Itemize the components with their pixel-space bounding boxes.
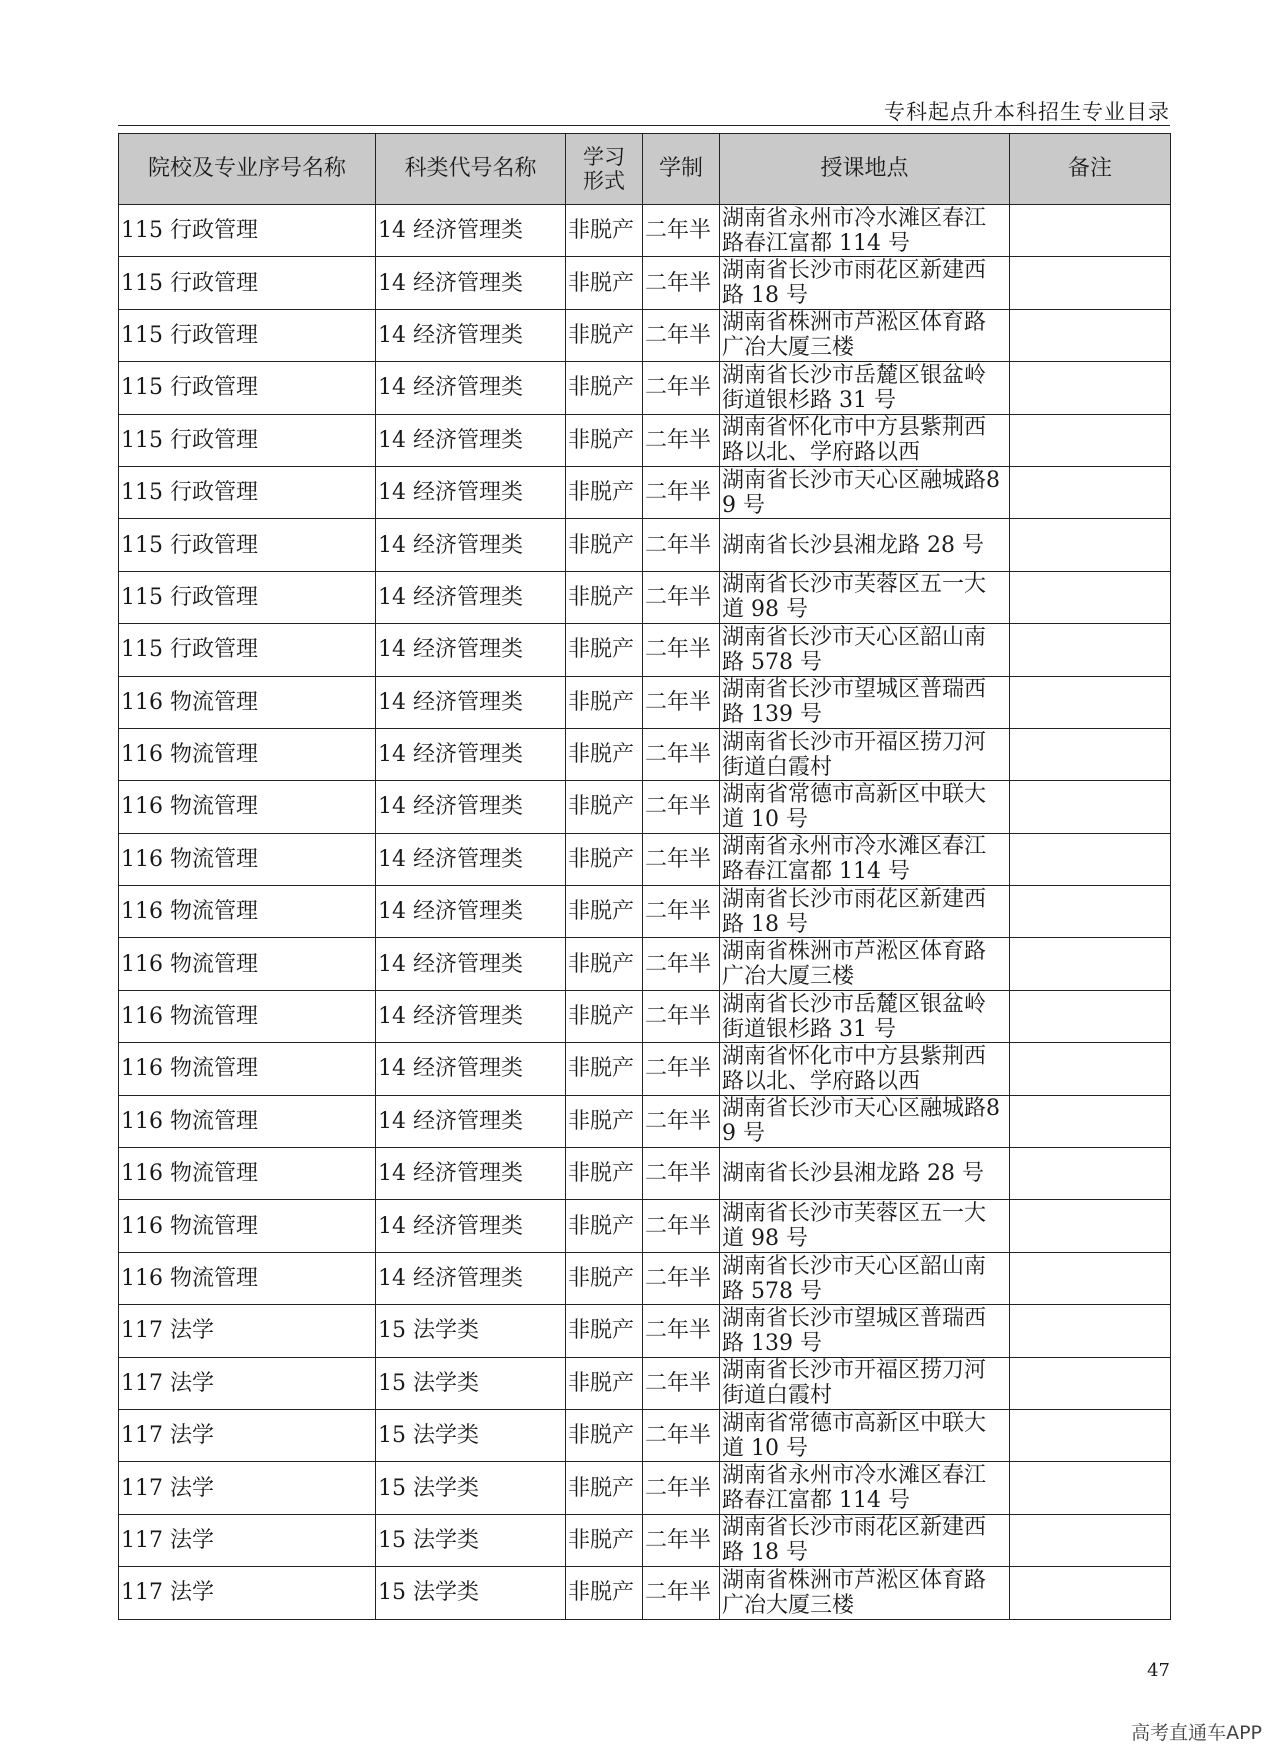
location-cell: 湖南省长沙市望城区普瑞西路 139 号 <box>720 1305 1010 1357</box>
category-cell: 15 法学类 <box>376 1514 566 1566</box>
location-cell: 湖南省长沙县湘龙路 28 号 <box>720 1148 1010 1200</box>
duration-cell: 二年半 <box>643 1148 720 1200</box>
study-mode-cell: 非脱产 <box>566 728 643 780</box>
location-cell: 湖南省长沙市天心区融城路89 号 <box>720 466 1010 518</box>
table-row <box>119 990 1171 1042</box>
location-cell: 湖南省长沙市望城区普瑞西路 139 号 <box>720 676 1010 728</box>
table-row <box>119 466 1171 518</box>
remarks-cell <box>1010 938 1171 990</box>
remarks-cell <box>1010 1357 1171 1409</box>
category-cell: 14 经济管理类 <box>376 519 566 571</box>
location-cell: 湖南省怀化市中方县紫荆西路以北、学府路以西 <box>720 1043 1010 1095</box>
location-cell: 湖南省永州市冷水滩区春江路春江富都 114 号 <box>720 205 1010 257</box>
table-row <box>119 1409 1171 1461</box>
major-cell: 115 行政管理 <box>119 624 376 676</box>
remarks-cell <box>1010 781 1171 833</box>
location-cell: 湖南省株洲市芦淞区体育路广冶大厦三楼 <box>720 938 1010 990</box>
remarks-cell <box>1010 1200 1171 1252</box>
duration-cell: 二年半 <box>643 1514 720 1566</box>
duration-cell: 二年半 <box>643 728 720 780</box>
duration-cell: 二年半 <box>643 519 720 571</box>
duration-cell: 二年半 <box>643 1462 720 1514</box>
remarks-cell <box>1010 571 1171 623</box>
location-cell: 湖南省长沙市开福区捞刀河街道白霞村 <box>720 728 1010 780</box>
table-header-row <box>119 134 1171 205</box>
location-cell: 湖南省长沙市雨花区新建西路 18 号 <box>720 886 1010 938</box>
study-mode-cell: 非脱产 <box>566 886 643 938</box>
category-cell: 14 经济管理类 <box>376 728 566 780</box>
duration-cell: 二年半 <box>643 1252 720 1304</box>
duration-cell: 二年半 <box>643 624 720 676</box>
study-mode-cell: 非脱产 <box>566 205 643 257</box>
study-mode-cell: 非脱产 <box>566 1305 643 1357</box>
category-cell: 14 经济管理类 <box>376 362 566 414</box>
study-mode-cell: 非脱产 <box>566 1567 643 1619</box>
remarks-cell <box>1010 1462 1171 1514</box>
category-cell: 14 经济管理类 <box>376 466 566 518</box>
category-cell: 14 经济管理类 <box>376 257 566 309</box>
major-cell: 116 物流管理 <box>119 886 376 938</box>
study-mode-cell: 非脱产 <box>566 1095 643 1147</box>
category-cell: 14 经济管理类 <box>376 1148 566 1200</box>
major-catalog-table <box>118 133 1171 1620</box>
table-row <box>119 1514 1171 1566</box>
table-row <box>119 257 1171 309</box>
remarks-cell <box>1010 519 1171 571</box>
duration-cell: 二年半 <box>643 938 720 990</box>
study-mode-cell: 非脱产 <box>566 362 643 414</box>
column-header-category: 科类代号名称 <box>376 134 566 205</box>
remarks-cell <box>1010 362 1171 414</box>
study-mode-cell: 非脱产 <box>566 624 643 676</box>
remarks-cell <box>1010 833 1171 885</box>
major-cell: 117 法学 <box>119 1462 376 1514</box>
major-cell: 115 行政管理 <box>119 362 376 414</box>
category-cell: 15 法学类 <box>376 1305 566 1357</box>
study-mode-cell: 非脱产 <box>566 1514 643 1566</box>
remarks-cell <box>1010 414 1171 466</box>
table-row <box>119 728 1171 780</box>
location-cell: 湖南省常德市高新区中联大道 10 号 <box>720 781 1010 833</box>
duration-cell: 二年半 <box>643 571 720 623</box>
study-mode-cell: 非脱产 <box>566 519 643 571</box>
location-cell: 湖南省怀化市中方县紫荆西路以北、学府路以西 <box>720 414 1010 466</box>
category-cell: 14 经济管理类 <box>376 414 566 466</box>
duration-cell: 二年半 <box>643 886 720 938</box>
study-mode-cell: 非脱产 <box>566 1409 643 1461</box>
duration-cell: 二年半 <box>643 466 720 518</box>
column-header-major: 院校及专业序号名称 <box>119 134 376 205</box>
column-header-study-mode: 学习 形式 <box>566 134 643 205</box>
table-row <box>119 1252 1171 1304</box>
major-cell: 116 物流管理 <box>119 781 376 833</box>
remarks-cell <box>1010 728 1171 780</box>
table-row <box>119 309 1171 361</box>
study-mode-cell: 非脱产 <box>566 1043 643 1095</box>
location-cell: 湖南省长沙市雨花区新建西路 18 号 <box>720 1514 1010 1566</box>
duration-cell: 二年半 <box>643 1567 720 1619</box>
category-cell: 14 经济管理类 <box>376 1095 566 1147</box>
remarks-cell <box>1010 886 1171 938</box>
table-row <box>119 1305 1171 1357</box>
duration-cell: 二年半 <box>643 1043 720 1095</box>
table-row <box>119 571 1171 623</box>
category-cell: 15 法学类 <box>376 1357 566 1409</box>
duration-cell: 二年半 <box>643 1357 720 1409</box>
location-cell: 湖南省长沙市天心区韶山南路 578 号 <box>720 624 1010 676</box>
major-cell: 116 物流管理 <box>119 990 376 1042</box>
location-cell: 湖南省长沙市芙蓉区五一大道 98 号 <box>720 571 1010 623</box>
remarks-cell <box>1010 1567 1171 1619</box>
table-row <box>119 205 1171 257</box>
page-number: 47 <box>1147 1660 1170 1681</box>
major-cell: 115 行政管理 <box>119 571 376 623</box>
major-cell: 117 法学 <box>119 1514 376 1566</box>
study-mode-cell: 非脱产 <box>566 1200 643 1252</box>
major-cell: 117 法学 <box>119 1567 376 1619</box>
category-cell: 14 经济管理类 <box>376 205 566 257</box>
category-cell: 14 经济管理类 <box>376 1043 566 1095</box>
location-cell: 湖南省常德市高新区中联大道 10 号 <box>720 1409 1010 1461</box>
watermark: 高考直通车APP <box>1131 1722 1262 1744</box>
category-cell: 14 经济管理类 <box>376 886 566 938</box>
duration-cell: 二年半 <box>643 205 720 257</box>
major-cell: 115 行政管理 <box>119 309 376 361</box>
duration-cell: 二年半 <box>643 1409 720 1461</box>
category-cell: 15 法学类 <box>376 1567 566 1619</box>
study-mode-cell: 非脱产 <box>566 309 643 361</box>
table-row <box>119 1200 1171 1252</box>
study-mode-cell: 非脱产 <box>566 1252 643 1304</box>
duration-cell: 二年半 <box>643 1305 720 1357</box>
category-cell: 14 经济管理类 <box>376 938 566 990</box>
study-mode-cell: 非脱产 <box>566 466 643 518</box>
table-row <box>119 1462 1171 1514</box>
major-cell: 117 法学 <box>119 1357 376 1409</box>
category-cell: 14 经济管理类 <box>376 833 566 885</box>
remarks-cell <box>1010 1305 1171 1357</box>
category-cell: 14 经济管理类 <box>376 1200 566 1252</box>
duration-cell: 二年半 <box>643 1200 720 1252</box>
page-header-title: 专科起点升本科招生专业目录 <box>884 100 1170 124</box>
category-cell: 14 经济管理类 <box>376 624 566 676</box>
study-mode-cell: 非脱产 <box>566 257 643 309</box>
duration-cell: 二年半 <box>643 833 720 885</box>
category-cell: 14 经济管理类 <box>376 781 566 833</box>
remarks-cell <box>1010 466 1171 518</box>
category-cell: 15 法学类 <box>376 1462 566 1514</box>
category-cell: 14 经济管理类 <box>376 990 566 1042</box>
remarks-cell <box>1010 1409 1171 1461</box>
location-cell: 湖南省株洲市芦淞区体育路广冶大厦三楼 <box>720 309 1010 361</box>
table-row <box>119 781 1171 833</box>
study-mode-cell: 非脱产 <box>566 1357 643 1409</box>
table-row <box>119 1095 1171 1147</box>
remarks-cell <box>1010 1148 1171 1200</box>
location-cell: 湖南省长沙市岳麓区银盆岭街道银杉路 31 号 <box>720 362 1010 414</box>
table-row <box>119 886 1171 938</box>
remarks-cell <box>1010 205 1171 257</box>
duration-cell: 二年半 <box>643 257 720 309</box>
table-row <box>119 1567 1171 1619</box>
study-mode-cell: 非脱产 <box>566 1148 643 1200</box>
header-rule <box>118 125 1170 126</box>
major-cell: 116 物流管理 <box>119 1043 376 1095</box>
location-cell: 湖南省长沙县湘龙路 28 号 <box>720 519 1010 571</box>
category-cell: 14 经济管理类 <box>376 571 566 623</box>
major-cell: 116 物流管理 <box>119 676 376 728</box>
study-mode-cell: 非脱产 <box>566 990 643 1042</box>
study-mode-cell: 非脱产 <box>566 1462 643 1514</box>
major-cell: 116 物流管理 <box>119 1148 376 1200</box>
study-mode-cell: 非脱产 <box>566 571 643 623</box>
table-row <box>119 624 1171 676</box>
category-cell: 14 经济管理类 <box>376 1252 566 1304</box>
table-body <box>119 205 1171 1620</box>
location-cell: 湖南省长沙市雨花区新建西路 18 号 <box>720 257 1010 309</box>
major-cell: 115 行政管理 <box>119 205 376 257</box>
major-cell: 116 物流管理 <box>119 1252 376 1304</box>
study-mode-cell: 非脱产 <box>566 414 643 466</box>
table-row <box>119 1043 1171 1095</box>
remarks-cell <box>1010 624 1171 676</box>
location-cell: 湖南省株洲市芦淞区体育路广冶大厦三楼 <box>720 1567 1010 1619</box>
column-header-remarks: 备注 <box>1010 134 1171 205</box>
duration-cell: 二年半 <box>643 676 720 728</box>
location-cell: 湖南省长沙市岳麓区银盆岭街道银杉路 31 号 <box>720 990 1010 1042</box>
major-cell: 115 行政管理 <box>119 414 376 466</box>
location-cell: 湖南省永州市冷水滩区春江路春江富都 114 号 <box>720 1462 1010 1514</box>
study-mode-cell: 非脱产 <box>566 938 643 990</box>
study-mode-cell: 非脱产 <box>566 833 643 885</box>
table-row <box>119 676 1171 728</box>
duration-cell: 二年半 <box>643 309 720 361</box>
major-cell: 117 法学 <box>119 1409 376 1461</box>
category-cell: 15 法学类 <box>376 1409 566 1461</box>
duration-cell: 二年半 <box>643 990 720 1042</box>
table-row <box>119 1148 1171 1200</box>
remarks-cell <box>1010 676 1171 728</box>
column-header-duration: 学制 <box>643 134 720 205</box>
location-cell: 湖南省长沙市开福区捞刀河街道白霞村 <box>720 1357 1010 1409</box>
table-row <box>119 1357 1171 1409</box>
major-cell: 117 法学 <box>119 1305 376 1357</box>
major-cell: 115 行政管理 <box>119 257 376 309</box>
location-cell: 湖南省长沙市天心区融城路89 号 <box>720 1095 1010 1147</box>
major-cell: 115 行政管理 <box>119 466 376 518</box>
remarks-cell <box>1010 1252 1171 1304</box>
major-cell: 116 物流管理 <box>119 1095 376 1147</box>
duration-cell: 二年半 <box>643 414 720 466</box>
major-cell: 116 物流管理 <box>119 728 376 780</box>
major-cell: 115 行政管理 <box>119 519 376 571</box>
remarks-cell <box>1010 1095 1171 1147</box>
location-cell: 湖南省长沙市芙蓉区五一大道 98 号 <box>720 1200 1010 1252</box>
study-mode-cell: 非脱产 <box>566 781 643 833</box>
remarks-cell <box>1010 257 1171 309</box>
study-mode-cell: 非脱产 <box>566 676 643 728</box>
category-cell: 14 经济管理类 <box>376 676 566 728</box>
remarks-cell <box>1010 1514 1171 1566</box>
major-cell: 116 物流管理 <box>119 833 376 885</box>
major-cell: 116 物流管理 <box>119 938 376 990</box>
table-row <box>119 414 1171 466</box>
remarks-cell <box>1010 990 1171 1042</box>
table-row <box>119 519 1171 571</box>
major-cell: 116 物流管理 <box>119 1200 376 1252</box>
table-row <box>119 833 1171 885</box>
location-cell: 湖南省永州市冷水滩区春江路春江富都 114 号 <box>720 833 1010 885</box>
remarks-cell <box>1010 1043 1171 1095</box>
duration-cell: 二年半 <box>643 1095 720 1147</box>
table-row <box>119 938 1171 990</box>
remarks-cell <box>1010 309 1171 361</box>
duration-cell: 二年半 <box>643 362 720 414</box>
location-cell: 湖南省长沙市天心区韶山南路 578 号 <box>720 1252 1010 1304</box>
table-row <box>119 362 1171 414</box>
column-header-location: 授课地点 <box>720 134 1010 205</box>
category-cell: 14 经济管理类 <box>376 309 566 361</box>
duration-cell: 二年半 <box>643 781 720 833</box>
